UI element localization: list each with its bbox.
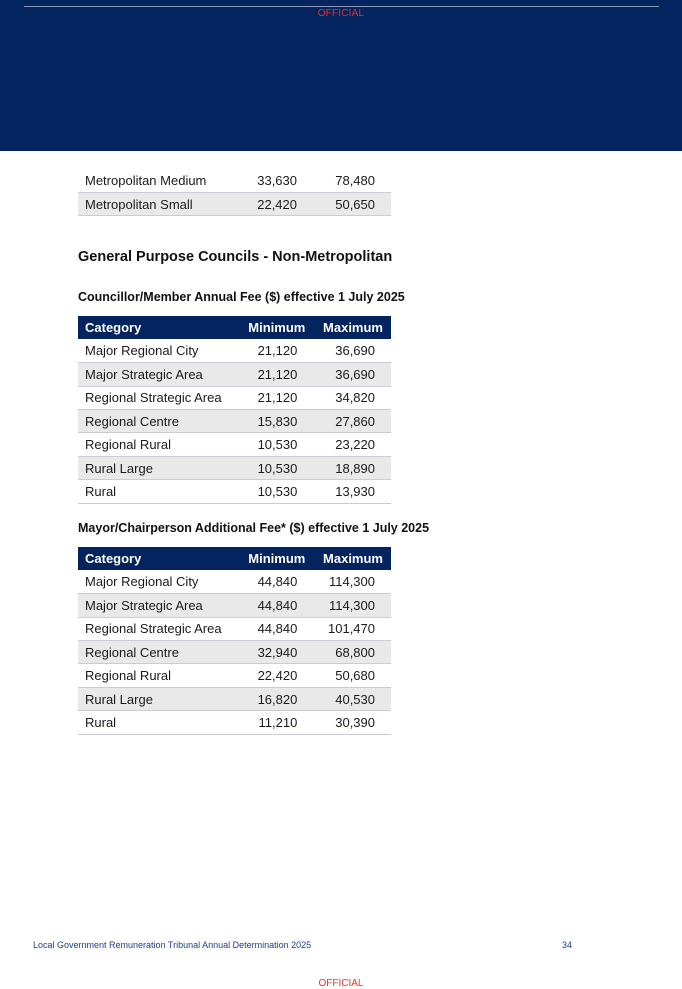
table-row: [78, 594, 391, 617]
table-row: [78, 664, 391, 687]
category-cell: Regional Centre: [78, 410, 241, 433]
maximum-header: Maximum: [313, 547, 391, 570]
mayor-table-title: Mayor/Chairperson Additional Fee* ($) effective 1 July 2025: [78, 521, 430, 535]
table-header-row: [78, 316, 391, 339]
maximum-cell: 50,680: [313, 664, 391, 687]
mayor-fee-table: [78, 547, 391, 735]
minimum-cell: 44,840: [241, 570, 313, 593]
category-cell: Major Strategic Area: [78, 594, 241, 617]
maximum-cell: 23,220: [313, 433, 391, 456]
maximum-cell: 40,530: [313, 687, 391, 710]
minimum-cell: 44,840: [241, 617, 313, 640]
table-row: [78, 687, 391, 710]
maximum-cell: 114,300: [313, 570, 391, 593]
category-header: Category: [78, 316, 241, 339]
category-cell: Metropolitan Medium: [78, 169, 243, 192]
maximum-cell: 36,690: [313, 339, 391, 362]
minimum-cell: 22,420: [243, 192, 313, 215]
minimum-header: Minimum: [241, 547, 313, 570]
councillor-table-title: Councillor/Member Annual Fee ($) effective 1 July 2025: [78, 290, 405, 304]
table-row: [78, 570, 391, 593]
minimum-cell: 33,630: [243, 169, 313, 192]
maximum-cell: 18,890: [313, 456, 391, 479]
maximum-cell: 68,800: [313, 641, 391, 664]
maximum-cell: 114,300: [313, 594, 391, 617]
maximum-cell: 13,930: [313, 480, 391, 503]
category-cell: Rural: [78, 711, 241, 734]
category-cell: Rural: [78, 480, 241, 503]
category-cell: Major Regional City: [78, 339, 241, 362]
maximum-cell: 27,860: [313, 410, 391, 433]
maximum-cell: 101,470: [313, 617, 391, 640]
table-row: [78, 433, 391, 456]
minimum-cell: 10,530: [241, 456, 313, 479]
table-row: [78, 410, 391, 433]
minimum-cell: 16,820: [241, 687, 313, 710]
minimum-header: Minimum: [241, 316, 313, 339]
minimum-cell: 44,840: [241, 594, 313, 617]
header-band: [0, 0, 682, 151]
category-cell: Regional Centre: [78, 641, 241, 664]
minimum-cell: 11,210: [241, 711, 313, 734]
minimum-cell: 21,120: [241, 339, 313, 362]
minimum-cell: 21,120: [241, 386, 313, 409]
table-row: [78, 456, 391, 479]
table-row: [78, 169, 391, 192]
category-cell: Rural Large: [78, 687, 241, 710]
table-row: [78, 641, 391, 664]
table-row: [78, 617, 391, 640]
category-cell: Rural Large: [78, 456, 241, 479]
minimum-cell: 21,120: [241, 363, 313, 386]
footer-document-title: Local Government Remuneration Tribunal Annual Determination 2025: [33, 940, 312, 950]
category-cell: Regional Strategic Area: [78, 617, 241, 640]
official-marking-top: OFFICIAL: [317, 8, 365, 19]
table-header-row: [78, 547, 391, 570]
maximum-header: Maximum: [313, 316, 391, 339]
category-cell: Regional Rural: [78, 433, 241, 456]
continued-fee-table: [78, 169, 391, 216]
minimum-cell: 10,530: [241, 433, 313, 456]
minimum-cell: 10,530: [241, 480, 313, 503]
table-row: [78, 192, 391, 215]
minimum-cell: 22,420: [241, 664, 313, 687]
table-row: [78, 386, 391, 409]
table-row: [78, 363, 391, 386]
table-row: [78, 480, 391, 503]
section-title: General Purpose Councils - Non-Metropolitan: [78, 249, 393, 265]
minimum-cell: 15,830: [241, 410, 313, 433]
minimum-cell: 32,940: [241, 641, 313, 664]
category-cell: Metropolitan Small: [78, 192, 243, 215]
councillor-fee-table: [78, 316, 391, 504]
table-row: [78, 711, 391, 734]
maximum-cell: 34,820: [313, 386, 391, 409]
category-cell: Major Strategic Area: [78, 363, 241, 386]
official-marking-bottom: OFFICIAL: [318, 978, 364, 989]
page-number: 34: [562, 940, 573, 950]
maximum-cell: 50,650: [313, 192, 391, 215]
maximum-cell: 36,690: [313, 363, 391, 386]
table-row: [78, 339, 391, 362]
category-header: Category: [78, 547, 241, 570]
header-rule: [24, 6, 659, 7]
maximum-cell: 30,390: [313, 711, 391, 734]
category-cell: Regional Strategic Area: [78, 386, 241, 409]
maximum-cell: 78,480: [313, 169, 391, 192]
category-cell: Regional Rural: [78, 664, 241, 687]
category-cell: Major Regional City: [78, 570, 241, 593]
